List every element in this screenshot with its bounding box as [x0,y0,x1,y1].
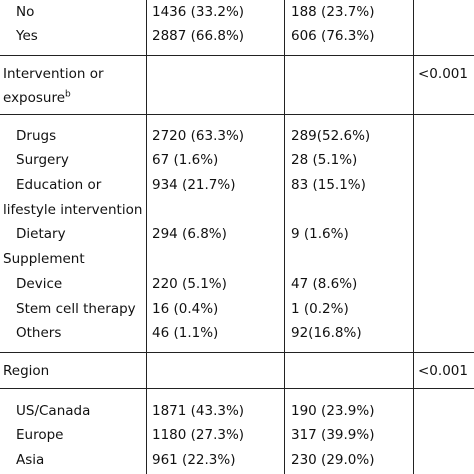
cell-yes-col2: 606 (76.3%) [291,28,375,44]
column-divider-1 [146,0,147,474]
row-label-uscanada: US/Canada [16,403,91,419]
cell-no-col1: 1436 (33.2%) [152,4,245,20]
cell-yes-col1: 2887 (66.8%) [152,28,245,44]
row-divider-3 [0,352,474,353]
cell-surgery-col1: 67 (1.6%) [152,152,219,168]
cell-device-col1: 220 (5.1%) [152,276,227,292]
row-label-dietary: Dietary [16,226,66,242]
row-label-region: Region [3,363,50,379]
cell-education-col2: 83 (15.1%) [291,177,366,193]
cell-uscanada-col2: 190 (23.9%) [291,403,375,419]
cell-stemcell-col2: 1 (0.2%) [291,301,349,317]
row-label-lifestyle: lifestyle intervention [3,202,143,218]
p-value-intervention: <0.001 [418,66,468,82]
cell-device-col2: 47 (8.6%) [291,276,358,292]
row-divider-4 [0,388,474,389]
row-label-exposure [3,90,71,106]
cell-others-col2: 92(16.8%) [291,325,362,341]
row-label-no: No [16,4,35,20]
cell-others-col1: 46 (1.1%) [152,325,219,341]
row-label-exposure-text: exposure [3,90,66,106]
p-value-region: <0.001 [418,363,468,379]
cell-asia-col1: 961 (22.3%) [152,452,236,468]
row-divider-2 [0,114,474,115]
cell-education-col1: 934 (21.7%) [152,177,236,193]
row-label-stemcell: Stem cell therapy [16,301,136,317]
cell-drugs-col2: 289(52.6%) [291,128,371,144]
row-label-drugs: Drugs [16,128,57,144]
cell-drugs-col1: 2720 (63.3%) [152,128,245,144]
cell-stemcell-col1: 16 (0.4%) [152,301,219,317]
row-label-education: Education or [16,177,102,193]
footnote-marker-b: b [65,89,71,100]
row-label-asia: Asia [16,452,45,468]
row-label-intervention: Intervention or [3,66,104,82]
row-label-yes: Yes [16,28,38,44]
column-divider-3 [413,0,414,474]
row-label-surgery: Surgery [16,152,69,168]
cell-dietary-col2: 9 (1.6%) [291,226,349,242]
cell-europe-col1: 1180 (27.3%) [152,427,245,443]
row-divider-1 [0,55,474,56]
cell-dietary-col1: 294 (6.8%) [152,226,227,242]
row-label-device: Device [16,276,63,292]
row-label-europe: Europe [16,427,64,443]
cell-no-col2: 188 (23.7%) [291,4,375,20]
cell-uscanada-col1: 1871 (43.3%) [152,403,245,419]
row-label-others: Others [16,325,62,341]
column-divider-2 [284,0,285,474]
row-label-supplement: Supplement [3,251,85,267]
cell-asia-col2: 230 (29.0%) [291,452,375,468]
cell-europe-col2: 317 (39.9%) [291,427,375,443]
cell-surgery-col2: 28 (5.1%) [291,152,358,168]
